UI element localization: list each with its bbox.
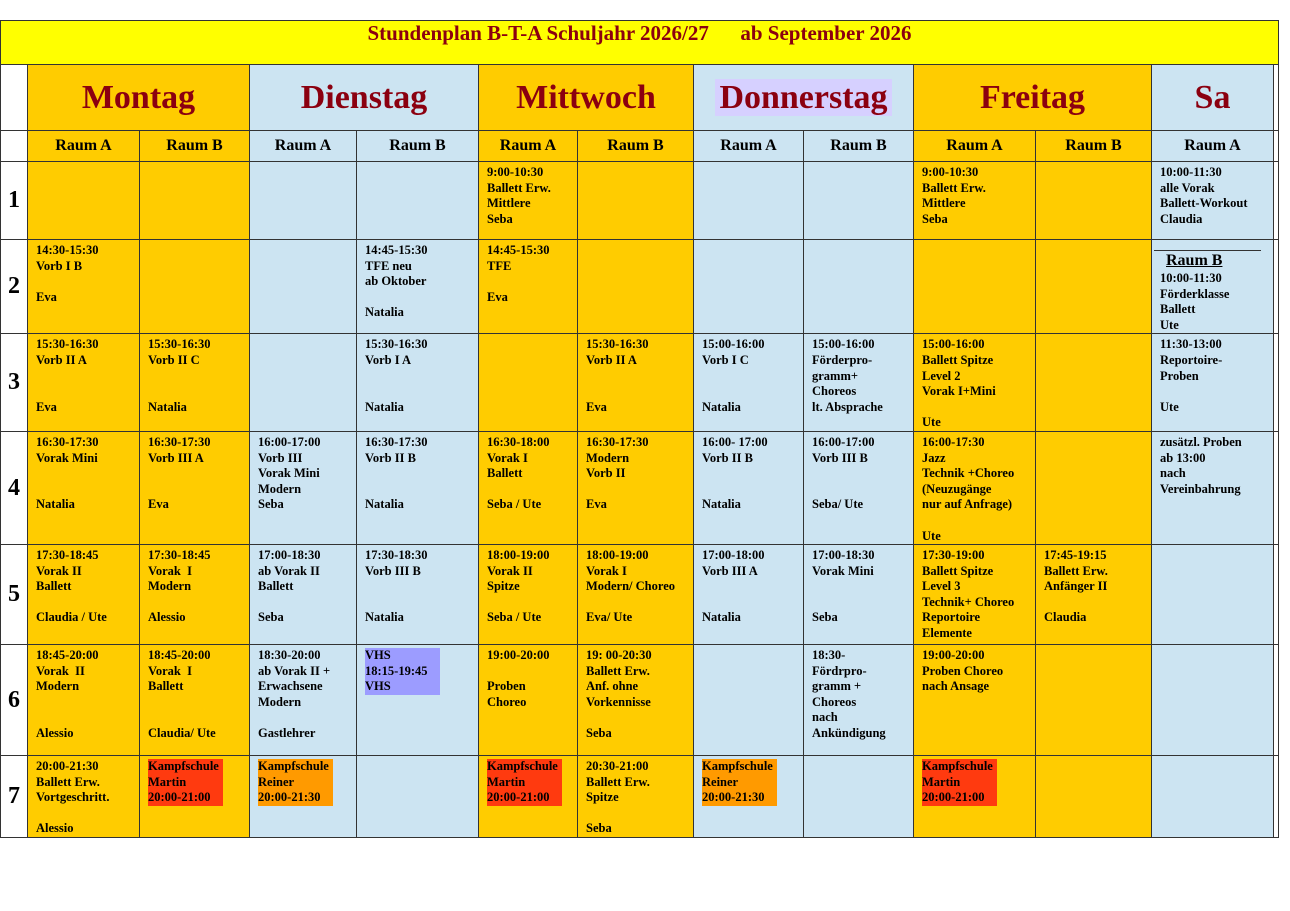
vhs-highlight: VHS 18:15-19:45 VHS bbox=[365, 648, 440, 695]
timetable bbox=[0, 20, 1279, 838]
edge-cell bbox=[1274, 645, 1279, 756]
room-header: Raum B bbox=[140, 131, 250, 162]
row-number: 4 bbox=[1, 431, 28, 544]
day-header-donnerstag-label: Donnerstag bbox=[715, 79, 891, 116]
slot-cell bbox=[578, 334, 694, 432]
slot-cell bbox=[140, 545, 250, 645]
edge-cell bbox=[1274, 431, 1279, 544]
slot-cell bbox=[914, 431, 1036, 544]
room-header: Raum A bbox=[914, 131, 1036, 162]
slot-cell bbox=[804, 431, 914, 544]
class-entry: 16:30-17:30 Vorb II B Natalia bbox=[365, 434, 428, 512]
slot-cell bbox=[28, 334, 140, 432]
class-entry: zusätzl. Proben ab 13:00 nach Vereinbahrung bbox=[1160, 434, 1242, 496]
day-header-donnerstag bbox=[694, 65, 914, 131]
class-entry: 14:30-15:30 Vorb I B Eva bbox=[36, 243, 99, 304]
slot-cell bbox=[1152, 334, 1274, 432]
class-entry: 17:30-18:45 Vorak II Ballett Claudia / Ute bbox=[36, 548, 107, 625]
class-entry: 16:00-17:00 Vorb III Vorak Mini Modern Seba bbox=[258, 434, 321, 512]
slot-cell bbox=[914, 240, 1036, 334]
slot-cell bbox=[28, 431, 140, 544]
slot-cell bbox=[1036, 240, 1152, 334]
row-number: 2 bbox=[1, 240, 28, 334]
slot-cell bbox=[479, 545, 578, 645]
slot-cell bbox=[1152, 162, 1274, 240]
slot-cell bbox=[28, 162, 140, 240]
slot-cell bbox=[914, 545, 1036, 645]
slot-cell bbox=[1036, 431, 1152, 544]
slot-cell bbox=[250, 240, 357, 334]
class-entry: 18:30-20:00 ab Vorak II + Erwachsene Modern Gastlehrer bbox=[258, 648, 331, 741]
class-entry: 17:30-18:45 Vorak I Modern Alessio bbox=[148, 548, 211, 625]
slot-cell bbox=[140, 756, 250, 838]
title-cell bbox=[1, 21, 1279, 65]
slot-cell bbox=[357, 334, 479, 432]
slot-cell bbox=[694, 240, 804, 334]
slot-cell bbox=[578, 756, 694, 838]
edge-cell bbox=[1274, 162, 1279, 240]
kampfschule-highlight: Kampfschule Martin 20:00-21:00 bbox=[148, 759, 223, 806]
slot-cell bbox=[914, 645, 1036, 756]
class-entry: 19:00-20:00 Proben Choreo bbox=[487, 648, 550, 709]
edge-cell bbox=[1274, 65, 1279, 131]
saturday-room-b-heading: Raum B bbox=[1166, 252, 1223, 269]
class-entry: 20:30-21:00 Ballett Erw. Spitze Seba bbox=[586, 759, 650, 836]
class-entry: 18:45-20:00 Vorak I Ballett Claudia/ Ute bbox=[148, 648, 216, 741]
class-entry: 17:00-18:30 ab Vorak II Ballett Seba bbox=[258, 548, 321, 625]
slot-cell bbox=[357, 162, 479, 240]
edge-cell bbox=[1274, 334, 1279, 432]
slot-cell bbox=[479, 756, 578, 838]
class-entry: 14:45-15:30 TFE Eva bbox=[487, 243, 550, 304]
class-entry: 17:45-19:15 Ballett Erw. Anfänger II Claudia bbox=[1044, 548, 1108, 625]
edge-cell bbox=[1274, 545, 1279, 645]
class-entry: 20:00-21:30 Ballett Erw. Vortgeschritt. Alessio bbox=[36, 759, 110, 836]
day-header-samstag: Sa bbox=[1152, 65, 1274, 131]
class-entry: 18:00-19:00 Vorak II Spitze Seba / Ute bbox=[487, 548, 550, 625]
row-number: 7 bbox=[1, 756, 28, 838]
slot-cell bbox=[804, 645, 914, 756]
day-header-montag: Montag bbox=[28, 65, 250, 131]
row-number: 1 bbox=[1, 162, 28, 240]
class-entry: 15:30-16:30 Vorb II A Eva bbox=[36, 337, 99, 414]
page-subtitle: ab September 2026 bbox=[740, 21, 912, 45]
slot-cell bbox=[28, 645, 140, 756]
slot-cell bbox=[1036, 756, 1152, 838]
room-header: Raum A bbox=[28, 131, 140, 162]
slot-cell bbox=[1036, 162, 1152, 240]
slot-cell bbox=[1152, 240, 1274, 334]
room-header: Raum A bbox=[694, 131, 804, 162]
edge-cell bbox=[1274, 756, 1279, 838]
slot-cell bbox=[1152, 756, 1274, 838]
slot-cell bbox=[1152, 645, 1274, 756]
slot-cell bbox=[694, 431, 804, 544]
day-header-dienstag: Dienstag bbox=[250, 65, 479, 131]
slot-cell bbox=[28, 756, 140, 838]
slot-cell bbox=[479, 645, 578, 756]
slot-cell bbox=[479, 240, 578, 334]
class-entry: 17:00-18:30 Vorak Mini Seba bbox=[812, 548, 875, 625]
day-header-freitag: Freitag bbox=[914, 65, 1152, 131]
class-entry: 9:00-10:30 Ballett Erw. Mittlere Seba bbox=[922, 165, 986, 226]
edge-cell bbox=[1274, 131, 1279, 162]
class-entry: 17:30-18:30 Vorb III B Natalia bbox=[365, 548, 428, 625]
class-entry: 18:45-20:00 Vorak II Modern Alessio bbox=[36, 648, 99, 741]
class-entry: 14:45-15:30 TFE neu ab Oktober Natalia bbox=[365, 243, 428, 320]
kampfschule-highlight: Kampfschule Martin 20:00-21:00 bbox=[922, 759, 997, 806]
slot-cell bbox=[804, 545, 914, 645]
slot-cell bbox=[28, 240, 140, 334]
corner-cell bbox=[1, 131, 28, 162]
slot-cell bbox=[250, 645, 357, 756]
kampfschule-highlight: Kampfschule Reiner 20:00-21:30 bbox=[702, 759, 777, 806]
class-entry: 19: 00-20:30 Ballett Erw. Anf. ohne Vorkennisse Seba bbox=[586, 648, 652, 741]
class-entry: 18:00-19:00 Vorak I Modern/ Choreo Eva/ Ute bbox=[586, 548, 675, 625]
class-entry: 11:30-13:00 Reportoire- Proben Ute bbox=[1160, 337, 1223, 414]
class-entry: 15:00-16:00 Ballett Spitze Level 2 Vorak I+Mini Ute bbox=[922, 337, 996, 430]
class-entry: 10:00-11:30 Förderklasse Ballett Ute bbox=[1160, 271, 1230, 332]
slot-cell bbox=[479, 334, 578, 432]
slot-cell bbox=[694, 334, 804, 432]
slot-cell bbox=[694, 162, 804, 240]
class-entry: 9:00-10:30 Ballett Erw. Mittlere Seba bbox=[487, 165, 551, 226]
kampfschule-highlight: Kampfschule Reiner 20:00-21:30 bbox=[258, 759, 333, 806]
class-entry: 19:00-20:00 Proben Choreo nach Ansage bbox=[922, 648, 1004, 694]
slot-cell bbox=[804, 334, 914, 432]
slot-cell bbox=[694, 756, 804, 838]
slot-cell bbox=[357, 545, 479, 645]
slot-cell bbox=[578, 240, 694, 334]
class-entry: 17:30-19:00 Ballett Spitze Level 3 Technik+ Choreo Reportoire Elemente bbox=[922, 548, 1015, 641]
slot-cell bbox=[694, 545, 804, 645]
class-entry: 15:00-16:00 Förderpro- gramm+ Choreos lt. Absprache bbox=[812, 337, 883, 414]
slot-cell bbox=[1036, 645, 1152, 756]
slot-cell bbox=[250, 756, 357, 838]
slot-cell bbox=[357, 756, 479, 838]
class-entry: 16:30-17:30 Modern Vorb II Eva bbox=[586, 434, 649, 512]
slot-cell bbox=[140, 240, 250, 334]
slot-cell bbox=[140, 431, 250, 544]
row-number: 5 bbox=[1, 545, 28, 645]
slot-cell bbox=[250, 431, 357, 544]
kampfschule-highlight: Kampfschule Martin 20:00-21:00 bbox=[487, 759, 562, 806]
slot-cell bbox=[1036, 545, 1152, 645]
class-entry: 16:30-17:30 Vorb III A Eva bbox=[148, 434, 211, 512]
corner-cell bbox=[1, 65, 28, 131]
day-header-mittwoch: Mittwoch bbox=[479, 65, 694, 131]
class-entry: 15:30-16:30 Vorb II C Natalia bbox=[148, 337, 211, 414]
slot-cell bbox=[804, 756, 914, 838]
class-entry: 16:00- 17:00 Vorb II B Natalia bbox=[702, 434, 768, 512]
class-entry: 15:30-16:30 Vorb II A Eva bbox=[586, 337, 649, 414]
class-entry: 17:00-18:00 Vorb III A Natalia bbox=[702, 548, 765, 625]
slot-cell bbox=[250, 334, 357, 432]
class-entry: 15:30-16:30 Vorb I A Natalia bbox=[365, 337, 428, 414]
slot-cell bbox=[140, 645, 250, 756]
slot-cell bbox=[914, 162, 1036, 240]
room-header: Raum A bbox=[479, 131, 578, 162]
room-header: Raum A bbox=[250, 131, 357, 162]
class-entry: 16:00-17:30 Jazz Technik +Choreo (Neuzugänge nur auf Anfrage) Ute bbox=[922, 434, 1015, 543]
slot-cell bbox=[914, 756, 1036, 838]
slot-cell bbox=[914, 334, 1036, 432]
class-entry: 10:00-11:30 alle Vorak Ballett-Workout Claudia bbox=[1160, 165, 1248, 226]
room-header: Raum B bbox=[578, 131, 694, 162]
row-number: 6 bbox=[1, 645, 28, 756]
slot-cell bbox=[479, 162, 578, 240]
slot-cell bbox=[357, 240, 479, 334]
slot-cell bbox=[578, 545, 694, 645]
slot-cell bbox=[479, 431, 578, 544]
slot-cell bbox=[28, 545, 140, 645]
slot-cell bbox=[250, 545, 357, 645]
slot-cell bbox=[578, 431, 694, 544]
room-header: Raum B bbox=[357, 131, 479, 162]
room-header: Raum B bbox=[804, 131, 914, 162]
slot-cell bbox=[1036, 334, 1152, 432]
slot-cell bbox=[578, 162, 694, 240]
class-entry: 15:00-16:00 Vorb I C Natalia bbox=[702, 337, 765, 414]
room-header: Raum A bbox=[1152, 131, 1274, 162]
edge-cell bbox=[1274, 240, 1279, 334]
room-header: Raum B bbox=[1036, 131, 1152, 162]
slot-cell bbox=[357, 645, 479, 756]
slot-cell bbox=[1152, 545, 1274, 645]
slot-cell bbox=[140, 334, 250, 432]
slot-cell bbox=[578, 645, 694, 756]
slot-cell bbox=[804, 240, 914, 334]
row-number: 3 bbox=[1, 334, 28, 432]
slot-cell bbox=[357, 431, 479, 544]
page-title: Stundenplan B-T-A Schuljahr 2026/27 bbox=[367, 21, 709, 45]
class-entry: 16:00-17:00 Vorb III B Seba/ Ute bbox=[812, 434, 875, 512]
slot-cell bbox=[1152, 431, 1274, 544]
class-entry: 18:30- Fördrpro- gramm + Choreos nach Ankündigung bbox=[812, 648, 886, 741]
slot-cell bbox=[140, 162, 250, 240]
class-entry: 16:30-18:00 Vorak I Ballett Seba / Ute bbox=[487, 434, 550, 512]
slot-cell bbox=[804, 162, 914, 240]
slot-cell bbox=[250, 162, 357, 240]
class-entry: 16:30-17:30 Vorak Mini Natalia bbox=[36, 434, 99, 512]
slot-cell bbox=[694, 645, 804, 756]
